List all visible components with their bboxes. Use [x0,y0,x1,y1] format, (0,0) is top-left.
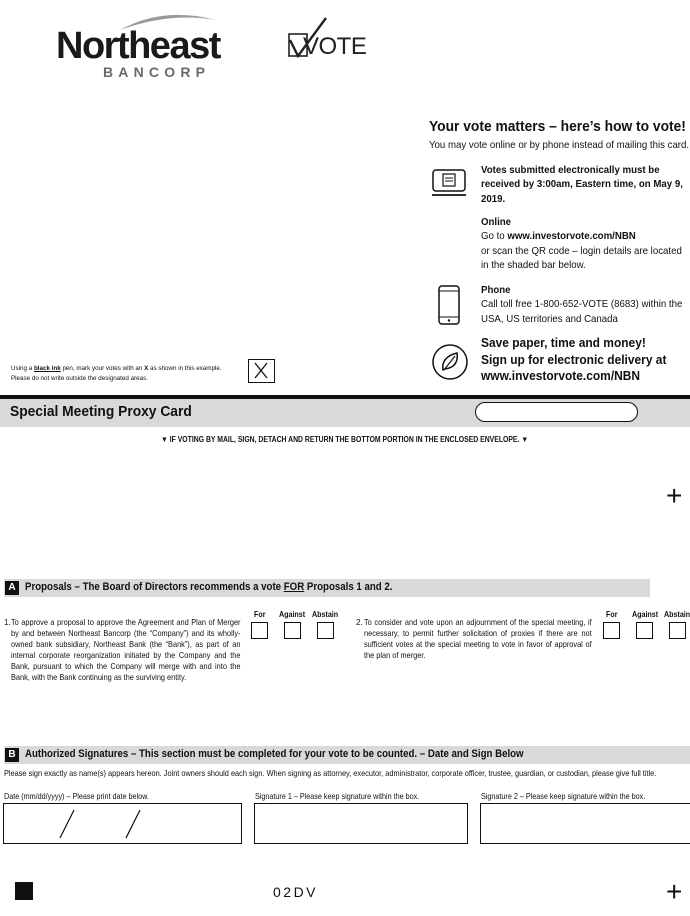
x-mark-icon [249,360,273,381]
online-title: Online [481,216,512,228]
mark-line-2: Please do not write outside the designated areas. [11,375,148,382]
form-code: 02DV [273,884,319,900]
proposal-1-against-label: Against [279,609,306,619]
electronic-deadline: Votes submitted electronically must be received by 3:00am, Eastern time, on May 9, 2019. [481,164,683,205]
proposal-2-text: To consider and vote upon an adjournment of the special meeting, if necessary, to permit further solicitation of proxies if there are not sufficient votes at the special meeting to vote in favor of approval of the plan of merger. [364,618,592,660]
proposal-2-abstain-checkbox[interactable] [669,622,686,639]
scan-mark [15,882,33,900]
phone-voting-info [481,283,683,326]
section-a-heading-for: FOR [283,581,305,593]
vote-logo-text: VOTE [303,33,367,60]
date-separator-2 [126,810,140,838]
date-separators [4,804,240,842]
proposal-2-against-checkbox[interactable] [636,622,653,639]
mail-instructions [0,435,690,444]
control-number-field [475,402,638,422]
signature-instructions: Please sign exactly as name(s) appears hereon. Joint owners should each sign. When signing as attorney, executor, administrator, corporate officer, trustee, guardian, or custodian, please give full title. [4,768,657,778]
mark-ink: black ink [33,365,61,372]
proposal-1-against-checkbox[interactable] [284,622,301,639]
date-field[interactable] [3,803,242,844]
save-line-2: Sign up for electronic delivery at [481,351,667,367]
mark-x: X [144,365,149,372]
proposal-1-text: To approve a proposal to approve the Agreement and Plan of Merger by and between Northeast Bancorp (the “Company”) and its wholly-owned bank subsidiary, Northeast Bank (the “Bank”), as part of an internal corporate reorganization initiated by the Company and the Bank, pursuant to which the Company will merge with and into the Bank, with the Bank continuing as the surviving entity. [11,618,241,682]
section-a-letter: A [5,581,19,595]
save-line-1: Save paper, time and money! [481,335,646,350]
proposal-2-for-checkbox[interactable] [603,622,620,639]
phone-text: Call toll free 1-800-652-VOTE (8683) within the USA, US territories and Canada [481,298,683,325]
electronic-delivery-info [481,335,690,385]
phone-icon [437,284,461,326]
proposal-2-for-label: For [606,609,618,619]
signature-1-field[interactable] [254,803,468,844]
proposal-1-abstain-label: Abstain [312,609,339,619]
company-logo-name: Northeast [56,25,220,67]
date-separator-1 [60,810,74,838]
proposal-1-abstain-checkbox[interactable] [317,622,334,639]
section-a-heading-post: Proposals 1 and 2. [306,581,393,593]
proposal-1-for-label: For [254,609,266,619]
mail-instructions-text: ▼ IF VOTING BY MAIL, SIGN, DETACH AND RETURN THE BOTTOM PORTION IN THE ENCLOSED ENVELOPE. ▼ [161,435,529,444]
section-a-heading [25,581,392,593]
proposal-2-against-label: Against [632,609,659,619]
vote-headline: Your vote matters – here’s how to vote! [429,118,686,135]
proposal-2-number: 2. [356,618,363,627]
signature-2-label: Signature 2 – Please keep signature within the box. [481,792,646,801]
proposal-1-number: 1. [4,618,11,627]
section-b-heading: Authorized Signatures – This section must be completed for your vote to be counted. – Date and Sign Below [25,748,524,760]
section-b-letter: B [5,748,19,762]
proxy-card-title: Special Meeting Proxy Card [10,403,192,420]
x-mark-example [248,359,275,383]
proposal-2-abstain-label: Abstain [664,609,690,619]
online-url-link[interactable]: www.investorvote.com/NBN [507,230,636,243]
vote-subline: You may vote online or by phone instead of mailing this card. [429,139,690,151]
save-url-link[interactable]: www.investorvote.com/NBN [481,368,641,383]
signature-1-label: Signature 1 – Please keep signature within the box. [255,792,420,801]
mark-post: as shown in this example. [150,365,222,372]
proposal-1-for-checkbox[interactable] [251,622,268,639]
online-rest: or scan the QR code – login details are located in the shaded bar below. [481,244,682,271]
registration-plus-mark: + [666,480,683,511]
date-label: Date (mm/dd/yyyy) – Please print date below. [4,792,149,801]
mark-mid: pen, mark your votes with an [62,365,143,372]
section-a-heading-pre: Proposals – The Board of Directors recommends a vote [25,581,282,593]
computer-icon [430,168,468,198]
mark-pre: Using a [11,365,33,372]
online-go-to: Go to [481,230,505,243]
leaf-icon [431,343,469,381]
mark-instructions [11,364,222,384]
online-voting-info [481,215,683,272]
signature-2-field[interactable] [480,803,690,844]
phone-title: Phone [481,284,511,296]
footer-plus-mark: + [666,876,683,907]
company-logo-subtitle: BANCORP [103,64,211,80]
